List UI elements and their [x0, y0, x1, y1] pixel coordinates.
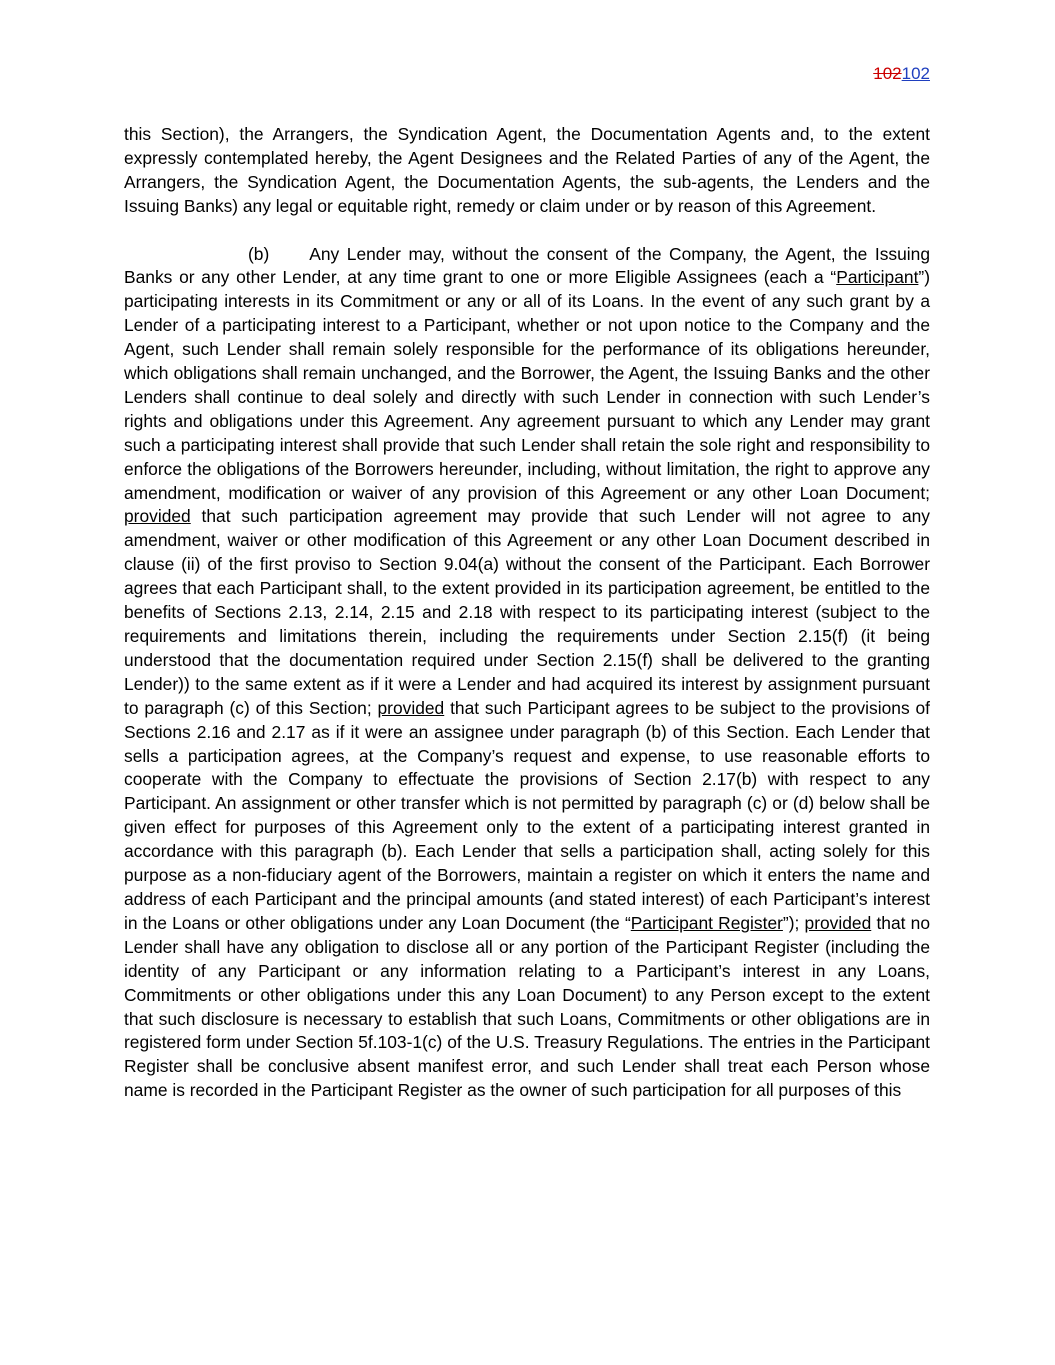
- page-number: [873, 64, 930, 84]
- defined-term-participant-register: Participant Register: [630, 912, 783, 933]
- paragraph-text: ”) participating interests in its Commitment or any or all of its Loans. In the event of any such grant by a Lender of a participating interest to a Participant, whether or not upon notice to the Company and the Agent, such Lender shall remain solely responsible for the performance of its obligations hereunder, which obligations shall remain unchanged, and the Borrower, the Agent, the Issuing Banks and the other Lenders shall continue to deal solely and directly with such Lender in connection with such Lender’s rights and obligations under this Agreement. Any agreement pursuant to which any Lender may grant such a participating interest shall provide that such Lender shall retain the sole right and responsibility to enforce the obligations of the Borrowers hereunder, including, without limitation, the right to approve any amendment, modification or waiver of any provision of this Agreement or any other Loan Document;: [124, 267, 930, 503]
- paragraph-text: that such Participant agrees to be subject to the provisions of Sections 2.16 and 2.17 as if it were an assignee under paragraph (b) of this Section. Each Lender that sells a participation agrees, at the Company’s request and expense, to use reasonable efforts to cooperate with the Company to effectuate the provisions of Section 2.17(b) with respect to any Participant. An assignment or other transfer which is not permitted by paragraph (c) or (d) below shall be given effect for purposes of this Agreement only to the extent of a participating interest granted in accordance with this paragraph (b). Each Lender that sells a participation shall, acting solely for this purpose as a non-fiduciary agent of the Borrowers, maintain a register on which it enters the name and address of each Participant and the principal amounts (and stated interest) of each Participant’s interest in the Loans or other obligations under any Loan Document (the “: [124, 697, 930, 933]
- paragraph-continuation: this Section), the Arrangers, the Syndication Agent, the Documentation Agents and, to the extent expressly contemplated hereby, the Agent Designees and the Related Parties of any of the Agent, the Arrangers, the Syndication Agent, the Documentation Agents, the sub-agents, the Lenders and the Issuing Banks) any legal or equitable right, remedy or claim under or by reason of this Agreement.: [124, 124, 930, 216]
- paragraph-text: ”);: [782, 912, 805, 933]
- defined-term-participant: Participant: [836, 267, 919, 288]
- paragraph-b: [124, 243, 930, 1104]
- proviso-term: provided: [124, 506, 191, 527]
- paragraph-label: (b): [248, 243, 270, 264]
- proviso-term: provided: [377, 697, 445, 718]
- paragraph-text: that such participation agreement may provide that such Lender will not agree to any amendment, waiver or other modification of this Agreement or any other Loan Document described in clause (ii) of the first proviso to Section 9.04(a) without the consent of the Participant. Each Borrower agrees that each Participant shall, to the extent provided in its participation agreement, be entitled to the benefits of Sections 2.13, 2.14, 2.15 and 2.18 with respect to its participating interest (subject to the requirements and limitations therein, including the requirements under Section 2.15(f) (it being understood that the documentation required under Section 2.15(f) shall be delivered to the granting Lender)) to the same extent as if it were a Lender and had acquired its interest by assignment pursuant to paragraph (c) of this Section;: [124, 506, 930, 718]
- paragraph-text: Any Lender may, without the consent of the Company, the Agent, the Issuing Banks or any other Lender, at any time grant to one or more Eligible Assignees (each a “: [124, 243, 930, 288]
- page-number-deleted: 102: [873, 64, 902, 83]
- proviso-term: provided: [804, 912, 872, 933]
- page-number-inserted: 102: [901, 64, 930, 83]
- document-body: [124, 123, 930, 1103]
- paragraph-text: that no Lender shall have any obligation to disclose all or any portion of the Participant Register (including the identity of any Participant or any information relating to a Participant’s interest in any Loans, Commitments or other obligations under this any Loan Document) to any Person except to the extent that such disclosure is necessary to establish that such Loans, Commitments or other obligations are in registered form under Section 5f.103-1(c) of the U.S. Treasury Regulations. The entries in the Participant Register shall be conclusive absent manifest error, and such Lender shall treat each Person whose name is recorded in the Participant Register as the owner of such participation for all purposes of this: [124, 912, 931, 1101]
